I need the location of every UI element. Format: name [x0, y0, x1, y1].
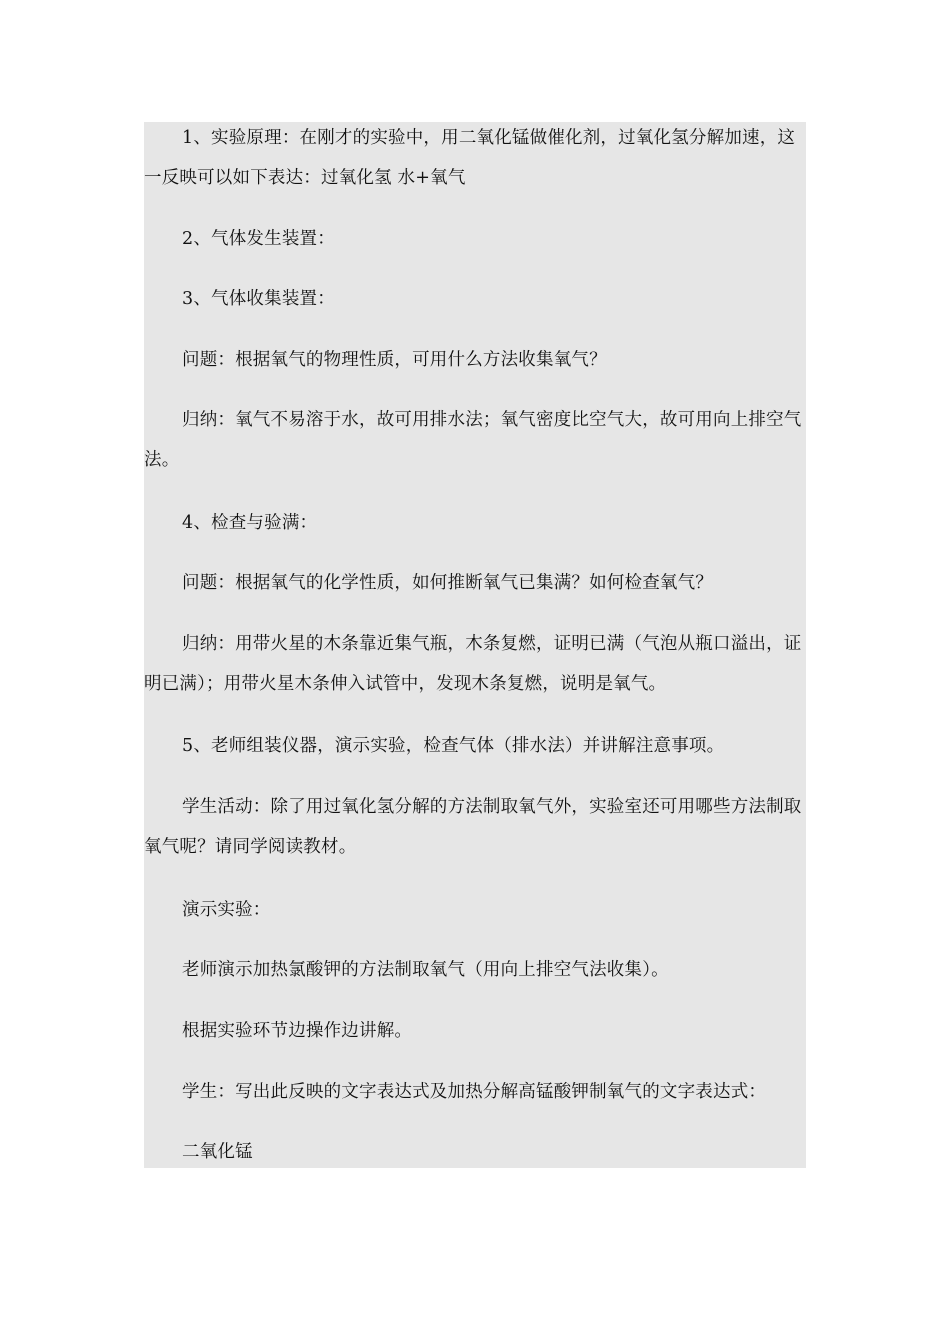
- paragraph-teacher-chlorate: 老师演示加热氯酸钾的方法制取氧气（用向上排空气法收集）。: [182, 960, 669, 980]
- paragraph-summary-check: 归纳：用带火星的木条靠近集气瓶，木条复燃，证明已满（气泡从瓶口溢出，证明已满）；用带火星木条伸入试管中，发现木条复燃，说明是氧气。: [144, 634, 802, 694]
- paragraph-student-write: 学生：写出此反映的文字表达式及加热分解高锰酸钾制氧气的文字表达式：: [182, 1082, 767, 1102]
- paragraph-principle: 1、实验原理：在刚才的实验中，用二氧化锰做催化剂，过氧化氢分解加速，这一反映可以如下表达：过氧化氢 水+氧气: [144, 128, 796, 188]
- paragraph-teacher-demo: 5、老师组装仪器，演示实验，检查气体（排水法）并讲解注意事项。: [182, 736, 725, 756]
- paragraph-summary-collect: 归纳：氧气不易溶于水，故可用排水法；氧气密度比空气大，故可用向上排空气法。: [144, 410, 802, 470]
- paragraph-demo-experiment: 演示实验：: [182, 900, 271, 920]
- paragraph-question-physical: 问题：根据氧气的物理性质，可用什么方法收集氧气？: [182, 350, 607, 370]
- paragraph-student-activity: 学生活动：除了用过氧化氢分解的方法制取氧气外，实验室还可用哪些方法制取氧气呢？请同学阅读教材。: [144, 797, 802, 857]
- paragraph-explain: 根据实验环节边操作边讲解。: [182, 1021, 413, 1041]
- paragraph-gas-collector: 3、气体收集装置：: [182, 289, 335, 309]
- paragraph-question-chemical: 问题：根据氧气的化学性质，如何推断氧气已集满？如何检查氧气？: [182, 573, 713, 593]
- paragraph-check-full: 4、检查与验满：: [182, 513, 318, 533]
- paragraph-manganese-dioxide: 二氧化锰: [182, 1142, 253, 1162]
- paragraph-gas-generator: 2、气体发生装置：: [182, 229, 335, 249]
